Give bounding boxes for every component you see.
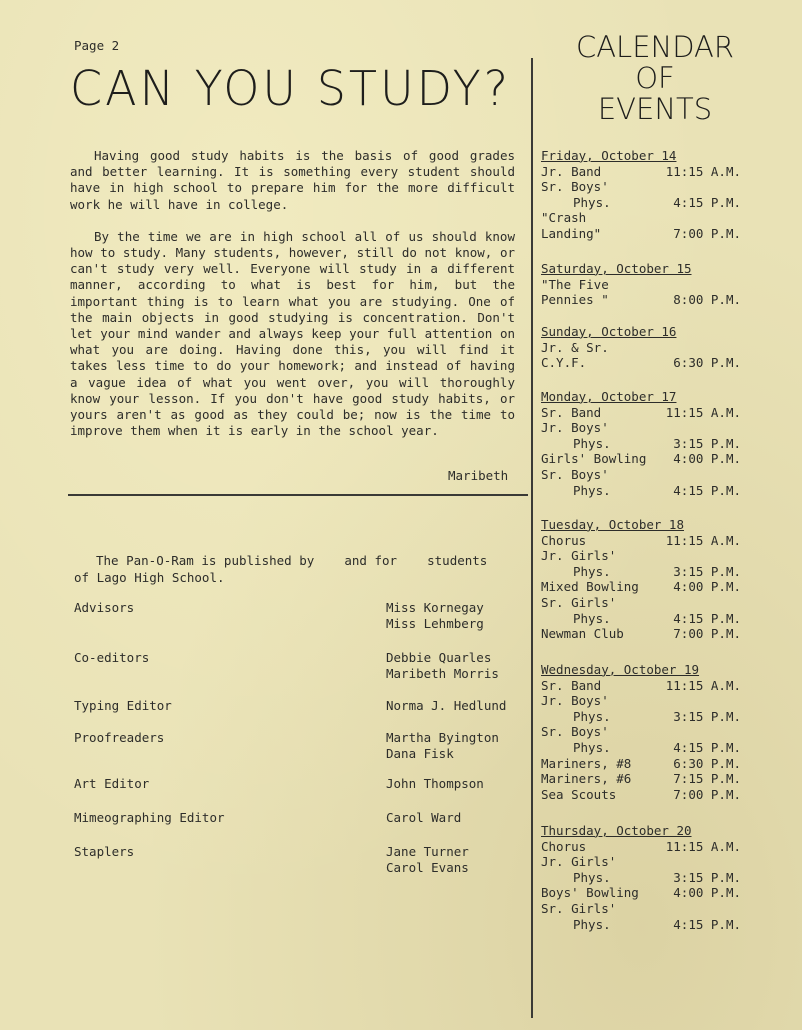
calendar-event-time: 3:15 P.M.: [673, 563, 741, 579]
calendar-event-row: [541, 164, 756, 180]
calendar-event-time: 11:15 A.M.: [665, 532, 741, 548]
calendar-event-name: Jr. Band: [541, 163, 602, 179]
calendar-day-heading: Tuesday, October 18: [541, 517, 684, 532]
calendar-event-row: [541, 839, 756, 855]
calendar-event-name: Phys.: [573, 708, 611, 724]
calendar-event-time: 4:15 P.M.: [673, 610, 741, 626]
calendar-event-name: Mariners, #6: [541, 771, 632, 787]
calendar-event-row: [541, 756, 756, 772]
calendar-event-row: [541, 854, 756, 870]
calendar-day-heading: Sunday, October 16: [541, 324, 677, 339]
calendar-event-name: Phys.: [573, 869, 611, 885]
calendar-event-row: [541, 626, 756, 642]
calendar-event-time: 8:00 P.M.: [673, 292, 741, 308]
publication-notice: [74, 552, 514, 586]
calendar-event-time: 11:15 A.M.: [665, 838, 741, 854]
section-divider: [68, 494, 528, 496]
article-signature: Maribeth: [448, 468, 509, 483]
calendar-event-row: [541, 340, 756, 356]
article-headline: CAN YOU STUDY?: [70, 60, 512, 117]
calendar-day-heading: Saturday, October 15: [541, 261, 692, 276]
calendar-event-name: Sr. Girls': [541, 900, 617, 916]
calendar-event-row: [541, 179, 756, 195]
calendar-event-row: [541, 210, 756, 226]
calendar-event-name: Mariners, #8: [541, 755, 632, 771]
article-paragraph: By the time we are in high school all of us should know how to study. Many students, however, still do not know, or can't study very well. Everyone will study in a different manner, according to what is best for him, but the important thing is to learn what you are studying. One of the main objects in good studying is concentration. Don't let your mind wander and always keep your full attention on what you are doing. Having done this, you will find it takes less time to do your homework; and instead of having a vague idea of what you went over, you will thoroughly know your lesson. If you don't have good study habits, or yours aren't as good as they could be; now is the time to improve them when it is early in the school year.: [70, 228, 515, 439]
page-number: Page 2: [74, 38, 120, 53]
calendar-day-heading: Friday, October 14: [541, 148, 677, 163]
calendar-event-time: 3:15 P.M.: [673, 708, 741, 724]
staff-name: John Thompson: [386, 776, 484, 791]
calendar-event-row: [541, 870, 756, 886]
calendar-day: [541, 662, 756, 802]
calendar-event-row: [541, 740, 756, 756]
calendar-event-name: "The Five: [541, 276, 609, 292]
calendar-event-name: Girls' Bowling: [541, 451, 647, 467]
calendar-event-name: Phys.: [573, 482, 611, 498]
staff-name: Martha Byington: [386, 730, 499, 745]
calendar-event-row: [541, 483, 756, 499]
calendar-event-time: 6:30 P.M.: [673, 755, 741, 771]
calendar-event-name: Mixed Bowling: [541, 579, 639, 595]
column-divider: [531, 58, 533, 1018]
calendar-event-name: Jr. Girls': [541, 854, 617, 870]
calendar-event-name: Landing": [541, 225, 602, 241]
calendar-event-time: 4:15 P.M.: [673, 482, 741, 498]
calendar-event-name: Phys.: [573, 194, 611, 210]
calendar-event-time: 7:00 P.M.: [673, 225, 741, 241]
calendar-day: [541, 389, 756, 498]
staff-role: Typing Editor: [74, 698, 172, 713]
calendar-event-time: 11:15 A.M.: [665, 163, 741, 179]
calendar-event-name: Chorus: [541, 532, 587, 548]
calendar-day: [541, 261, 756, 308]
calendar-event-time: 4:15 P.M.: [673, 739, 741, 755]
calendar-event-name: Jr. & Sr.: [541, 339, 609, 355]
staff-name: Carol Ward: [386, 810, 462, 825]
calendar-event-row: [541, 901, 756, 917]
calendar-event-time: 3:15 P.M.: [673, 869, 741, 885]
article-body: [70, 148, 515, 455]
calendar-event-row: [541, 226, 756, 242]
staff-role: Mimeographing Editor: [74, 810, 225, 825]
calendar-event-name: Phys.: [573, 739, 611, 755]
calendar-event-row: [541, 917, 756, 933]
calendar-event-name: Sea Scouts: [541, 786, 617, 802]
staff-name: Jane Turner: [386, 844, 469, 859]
calendar-day-heading: Monday, October 17: [541, 389, 677, 404]
calendar-day: [541, 823, 756, 932]
calendar-event-row: [541, 787, 756, 803]
calendar-event-name: Sr. Boys': [541, 179, 609, 195]
staff-name: Miss Kornegay: [386, 600, 484, 615]
calendar-event-name: Chorus: [541, 838, 587, 854]
staff-name: Norma J. Hedlund: [386, 698, 507, 713]
calendar-event-row: [541, 451, 756, 467]
calendar-event-row: [541, 595, 756, 611]
publication-line: The Pan-O-Ram is published by and for students: [96, 553, 488, 568]
calendar-event-row: [541, 292, 756, 308]
calendar-event-time: 4:15 P.M.: [673, 916, 741, 932]
staff-name: Debbie Quarles: [386, 650, 492, 665]
calendar-title: [545, 32, 765, 125]
calendar-event-name: Sr. Boys': [541, 724, 609, 740]
staff-role: Art Editor: [74, 776, 150, 791]
calendar-event-row: [541, 579, 756, 595]
calendar-event-name: Jr. Boys': [541, 420, 609, 436]
calendar-event-name: Phys.: [573, 563, 611, 579]
calendar-event-time: 4:15 P.M.: [673, 194, 741, 210]
calendar-event-name: Newman Club: [541, 626, 624, 642]
calendar-event-row: [541, 420, 756, 436]
calendar-event-row: [541, 611, 756, 627]
article-paragraph: Having good study habits is the basis of good grades and better learning. It is something every student should have in high school to prepare him for the more difficult work he will have in college.: [70, 148, 515, 212]
calendar-event-time: 6:30 P.M.: [673, 355, 741, 371]
calendar-event-time: 7:15 P.M.: [673, 771, 741, 787]
calendar-event-time: 4:00 P.M.: [673, 451, 741, 467]
calendar-day: [541, 324, 756, 371]
calendar-event-row: [541, 355, 756, 371]
calendar-event-row: [541, 405, 756, 421]
calendar-event-row: [541, 277, 756, 293]
calendar-event-row: [541, 533, 756, 549]
calendar-event-row: [541, 885, 756, 901]
calendar-event-time: 11:15 A.M.: [665, 404, 741, 420]
calendar-event-row: [541, 195, 756, 211]
calendar-event-time: 7:00 P.M.: [673, 786, 741, 802]
calendar-event-time: 4:00 P.M.: [673, 579, 741, 595]
staff-name: Maribeth Morris: [386, 666, 499, 681]
staff-name: Miss Lehmberg: [386, 616, 484, 631]
calendar-event-name: Phys.: [573, 610, 611, 626]
calendar-event-name: Sr. Boys': [541, 466, 609, 482]
calendar-event-time: 3:15 P.M.: [673, 435, 741, 451]
calendar-event-row: [541, 436, 756, 452]
calendar-event-row: [541, 564, 756, 580]
calendar-title-line: CALENDAR: [575, 30, 735, 64]
publication-line: of Lago High School.: [74, 570, 225, 585]
calendar-event-row: [541, 693, 756, 709]
calendar-event-row: [541, 467, 756, 483]
calendar-event-time: 4:00 P.M.: [673, 885, 741, 901]
staff-name: Dana Fisk: [386, 746, 454, 761]
calendar-event-name: Jr. Boys': [541, 693, 609, 709]
calendar-event-name: Boys' Bowling: [541, 885, 639, 901]
staff-role: Staplers: [74, 844, 135, 859]
calendar-event-name: Phys.: [573, 435, 611, 451]
calendar-event-row: [541, 678, 756, 694]
calendar-event-row: [541, 709, 756, 725]
calendar-day-heading: Thursday, October 20: [541, 823, 692, 838]
staff-role: Proofreaders: [74, 730, 165, 745]
calendar-event-name: Phys.: [573, 916, 611, 932]
calendar-day: [541, 517, 756, 642]
calendar-event-row: [541, 771, 756, 787]
calendar-event-name: Pennies ": [541, 292, 609, 308]
staff-role: Co-editors: [74, 650, 150, 665]
calendar-event-time: 11:15 A.M.: [665, 677, 741, 693]
calendar-event-row: [541, 548, 756, 564]
calendar-title-line: EVENTS: [597, 92, 713, 126]
calendar-day-heading: Wednesday, October 19: [541, 662, 700, 677]
calendar-event-name: C.Y.F.: [541, 355, 587, 371]
calendar-event-row: [541, 724, 756, 740]
calendar-title-line: OF: [635, 61, 675, 95]
calendar-event-time: 7:00 P.M.: [673, 626, 741, 642]
staff-role: Advisors: [74, 600, 135, 615]
calendar-event-name: Sr. Band: [541, 677, 602, 693]
calendar-event-name: Jr. Girls': [541, 548, 617, 564]
calendar-day: [541, 148, 756, 242]
calendar-event-name: "Crash: [541, 210, 587, 226]
staff-name: Carol Evans: [386, 860, 469, 875]
calendar-event-name: Sr. Girls': [541, 594, 617, 610]
calendar-event-name: Sr. Band: [541, 404, 602, 420]
